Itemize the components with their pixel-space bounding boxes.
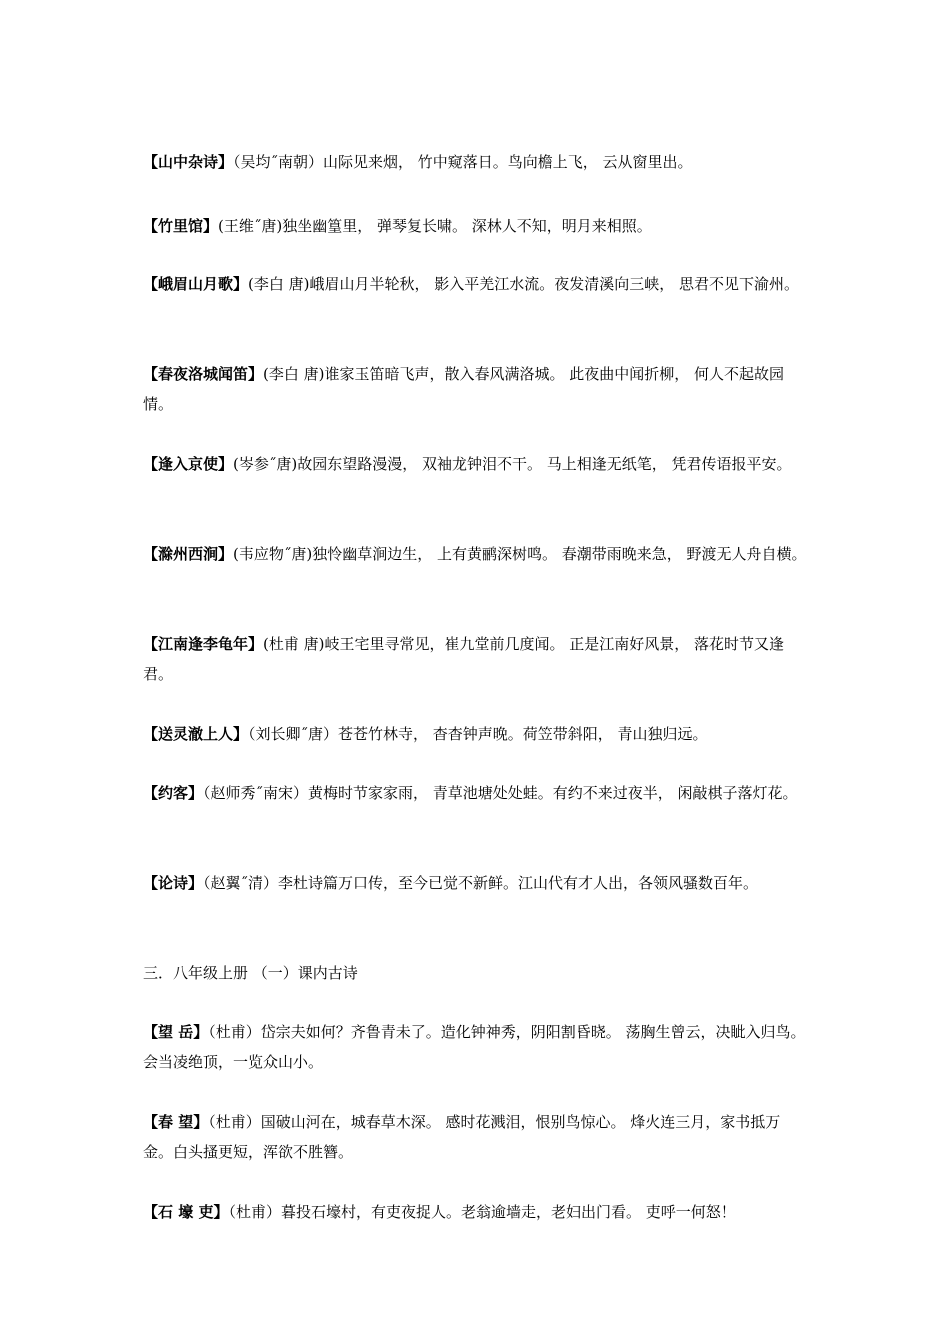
poem-text: （杜甫）国破山河在，城春草木深。 感时花溅泪，恨别鸟惊心。 烽火连三月，家书抵万金。白头搔更短，浑欲不胜簪。 xyxy=(143,1113,781,1161)
poem-entry xyxy=(143,147,807,177)
poem-text: (李白 唐)谁家玉笛暗飞声，散入春风满洛城。 此夜曲中闻折柳， 何人不起故园情。 xyxy=(143,365,785,413)
poem-title: 【滁州西涧】 xyxy=(143,545,234,563)
poem-text: （杜甫）岱宗夫如何？齐鲁青未了。造化钟神秀，阴阳割昏晓。 荡胸生曾云，决眦入归鸟。 会当凌绝顶，一览众山小。 xyxy=(143,1023,806,1071)
poem-title: 【春 望】 xyxy=(143,1113,209,1131)
poem-title: 【峨眉山月歌】 xyxy=(143,275,249,293)
poem-title: 【春夜洛城闻笛】 xyxy=(143,365,264,383)
section-heading: 三．八年级上册 （一）课内古诗 xyxy=(143,964,358,982)
poem-text: (岑参˝唐)故园东望路漫漫， 双袖龙钟泪不干。 马上相逢无纸笔， 凭君传语报平安。 xyxy=(233,455,792,473)
poem-text: (韦应物˝唐)独怜幽草涧边生， 上有黄鹂深树鸣。 春潮带雨晚来急， 野渡无人舟自横。 xyxy=(233,545,807,563)
poem-entry xyxy=(143,1107,807,1167)
poem-entry xyxy=(143,1017,807,1077)
poem-entry xyxy=(143,868,807,898)
poem-entry xyxy=(143,269,807,299)
poem-entry xyxy=(143,539,807,569)
poem-entry xyxy=(143,211,807,241)
poem-text: (王维˝唐)独坐幽篁里， 弹琴复长啸。 深林人不知，明月来相照。 xyxy=(218,217,652,235)
poem-entry xyxy=(143,359,807,419)
poem-entry xyxy=(143,719,807,749)
poem-text: （吴均˝南朝）山际见来烟， 竹中窥落日。鸟向檐上飞， 云从窗里出。 xyxy=(233,153,693,171)
poem-title: 【约客】 xyxy=(143,784,204,802)
poem-entry xyxy=(143,778,807,808)
poem-title: 【逢入京使】 xyxy=(143,455,234,473)
poem-text: （赵翼˝清）李杜诗篇万口传，至今已觉不新鲜。江山代有才人出，各领风骚数百年。 xyxy=(203,874,759,892)
poem-entry xyxy=(143,449,807,479)
poem-title: 【江南逢李龟年】 xyxy=(143,635,264,653)
poem-text: （赵师秀˝南宋）黄梅时节家家雨， 青草池塘处处蛙。有约不来过夜半， 闲敲棋子落灯花。 xyxy=(203,784,798,802)
poem-title: 【送灵澈上人】 xyxy=(143,725,249,743)
poem-entry xyxy=(143,629,807,689)
poem-title: 【论诗】 xyxy=(143,874,204,892)
poem-title: 【望 岳】 xyxy=(143,1023,209,1041)
poem-title: 【竹里馆】 xyxy=(143,217,219,235)
poem-title: 【山中杂诗】 xyxy=(143,153,234,171)
poem-title: 【石 壕 吏】 xyxy=(143,1203,229,1221)
poem-text: （刘长卿˝唐）苍苍竹林寺， 杳杳钟声晚。荷笠带斜阳， 青山独归远。 xyxy=(248,725,708,743)
poem-text: （杜甫）暮投石壕村，有吏夜捉人。老翁逾墙走，老妇出门看。 吏呼一何怒！ xyxy=(228,1203,736,1221)
poem-text: (李白 唐)峨眉山月半轮秋， 影入平羌江水流。夜发清溪向三峡， 思君不见下渝州。 xyxy=(248,275,800,293)
poem-text: (杜甫 唐)岐王宅里寻常见，崔九堂前几度闻。 正是江南好风景， 落花时节又逢君。 xyxy=(143,635,785,683)
poem-entry xyxy=(143,1197,807,1227)
